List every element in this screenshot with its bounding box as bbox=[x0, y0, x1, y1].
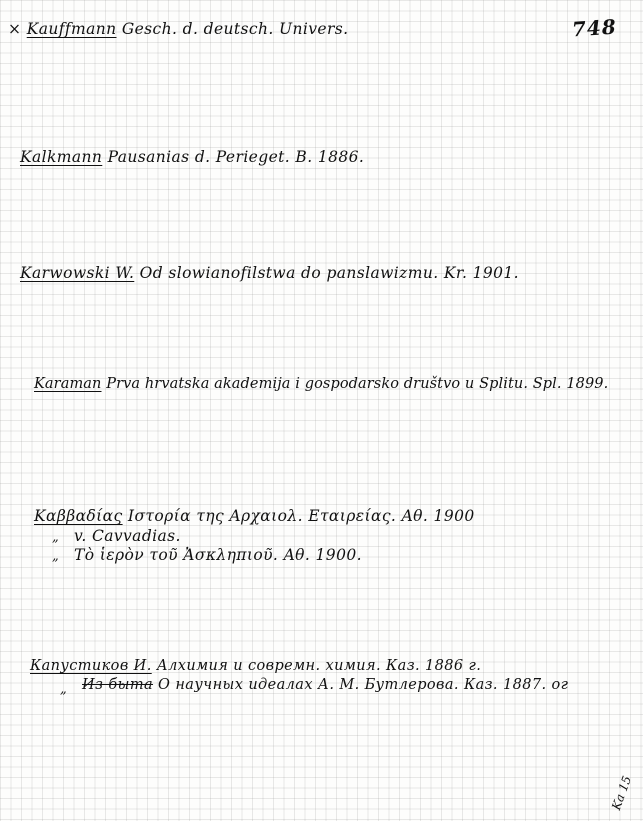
ditto-mark: „ bbox=[52, 530, 59, 545]
ditto-mark: „ bbox=[60, 682, 67, 697]
entry-text: Prva hrvatska akademija i gospodarsko društvo u Splitu. Spl. 1899. bbox=[106, 376, 609, 392]
entry-sub-line bbox=[82, 677, 568, 693]
entry-karwowski bbox=[20, 264, 519, 282]
entry-kapustikov bbox=[30, 658, 481, 674]
ditto-mark: „ bbox=[52, 549, 59, 564]
corner-note: Ka 15 bbox=[609, 774, 635, 812]
entry-kauffmann bbox=[8, 20, 348, 38]
entry-kalkmann bbox=[20, 148, 364, 166]
struck-text: Из быта bbox=[82, 677, 154, 693]
entry-text: Pausanias d. Perieget. B. 1886. bbox=[107, 148, 365, 166]
entry-text: Od slowianofilstwa do panslawizmu. Kr. 1901. bbox=[139, 264, 519, 282]
entry-sub-line: v. Cavvadias. bbox=[74, 527, 181, 545]
entry-sub-line: Τὸ ἱερὸν τοῦ Ἀσκληπιοῦ. Αθ. 1900. bbox=[74, 546, 362, 564]
entry-text: Gesch. d. deutsch. Univers. bbox=[121, 20, 349, 38]
entry-heading: Kauffmann bbox=[26, 20, 117, 38]
entry-heading: Kalkmann bbox=[20, 148, 103, 166]
entry-kavvadias bbox=[34, 507, 475, 525]
entry-heading: Καββαδίας bbox=[34, 507, 123, 525]
entry-text: Алхимия и совремн. химия. Каз. 1886 г. bbox=[156, 658, 482, 674]
entry-heading: Karwowski W. bbox=[20, 264, 135, 282]
entry-text: Ιστορία της Αρχαιολ. Εταιρείας. Αθ. 1900 bbox=[127, 507, 475, 525]
entry-heading: Капустиков И. bbox=[30, 658, 152, 674]
entry-karaman bbox=[34, 376, 608, 392]
entry-heading: Karaman bbox=[34, 376, 102, 392]
entry-sub-text: О научных идеалах А. М. Бутлерова. Каз. 1887. ог bbox=[158, 677, 569, 693]
entry-marker: × bbox=[8, 20, 22, 38]
page-number: 748 bbox=[571, 14, 618, 42]
